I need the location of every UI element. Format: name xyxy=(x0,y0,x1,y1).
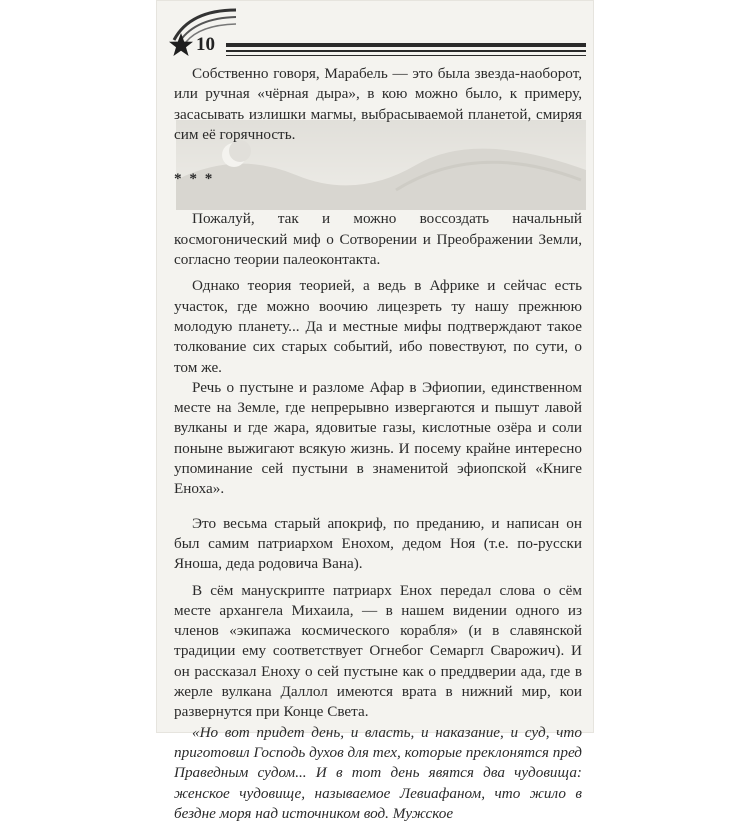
book-page xyxy=(156,0,594,822)
star-icon xyxy=(168,32,194,58)
body-text xyxy=(174,64,582,824)
header-rules xyxy=(226,43,586,59)
paragraph: Речь о пустыне и разломе Афар в Эфиопии, единственном месте на Земле, где непрерывно извергаются и пышут лавой вулканы и где жара, ядовитые газы, кислотные озёра и соли поныне выжигают всякую жизнь. И посему крайне интересно упоминание сей пустыни в знаменитой эфиопской «Книге Еноха». xyxy=(174,378,582,498)
page-header xyxy=(156,0,594,70)
page-number: 10 xyxy=(196,34,215,55)
paragraph: Это весьма старый апокриф, по преданию, и написан он был самим патриархом Енохом, дедом Ноя (т.е. по-русски Яноша, деда родовича Вана). xyxy=(174,514,582,573)
paragraph: В сём манускрипте патриарх Енох передал слова о сём месте архангела Михаила, — в нашем видении одного из членов «экипажа космического корабля» (и в славянской традиции ему соответствует Огнебог Семаргл Сварожич). И он рассказал Еноху о сей пустыне как о преддверии ада, где в жерле вулкана Даллол имеются врата в нижний мир, кои развернутся при Конце Света. xyxy=(174,581,582,721)
paragraph: Однако теория теорией, а ведь в Африке и сейчас есть участок, где можно воочию лицезреть ту нашу прежнюю молодую планету... Да и местные мифы подтверждают такое толкование сих старых событий, ибо повествуют, по сути, о том же. xyxy=(174,277,582,376)
section-separator: * * * xyxy=(174,170,215,188)
quote-paragraph: «Но вот придет день, и власть, и наказание, и суд, что приготовил Господь духов для тех, которые преклонятся пред Праведным судом... И в тот день явятся два чудовища: женское чудовище, называемое Левиафаном, что жило в бездне моря над источником вод. Мужское xyxy=(174,723,582,822)
paragraph: Собственно говоря, Марабель — это была звезда-наоборот, или ручная «чёрная дыра», в кою можно было, к примеру, засасывать излишки магмы, выбрасываемой планетой, смиряя сим её горячность. xyxy=(174,65,582,143)
paragraph: Пожалуй, так и можно воссоздать начальный космогонический миф о Сотворении и Преображении Земли, согласно теории палеоконтакта. xyxy=(174,210,582,269)
